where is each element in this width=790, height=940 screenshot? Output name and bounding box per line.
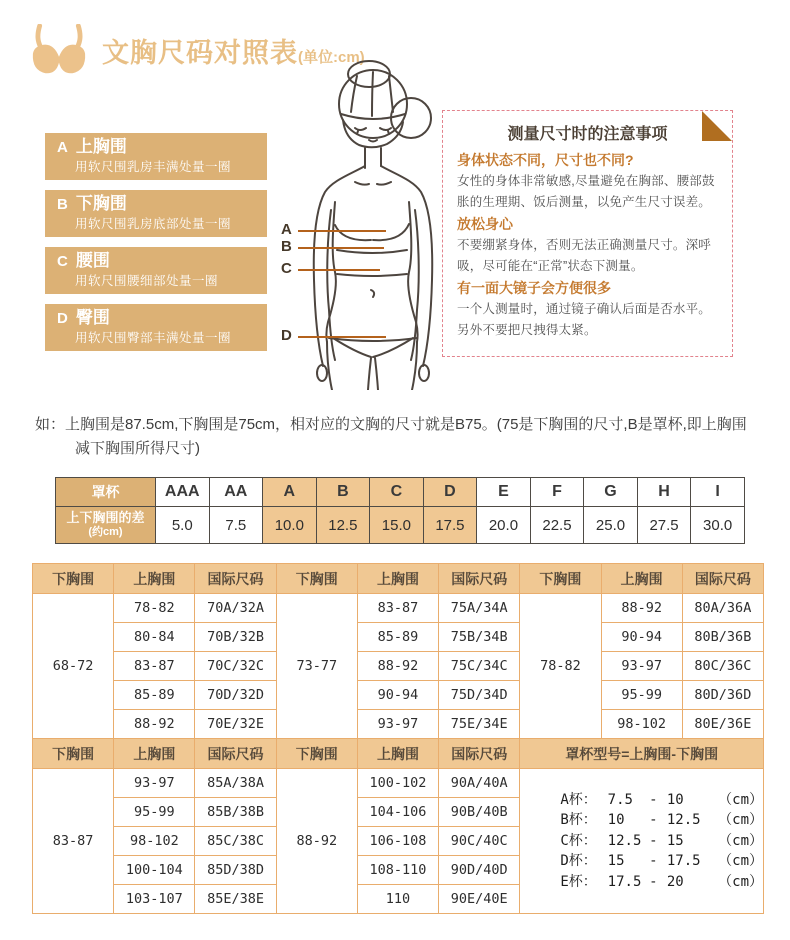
size-cell: 70B/32B (195, 623, 276, 652)
bra-icon (30, 24, 88, 76)
size-row (33, 769, 764, 798)
figure-marker-line-b (298, 247, 384, 249)
diff-cell: 17.5 (423, 507, 477, 544)
size-cell: 80D/36D (682, 681, 763, 710)
bust-cell: 93-97 (601, 652, 682, 681)
diff-cell: 12.5 (316, 507, 370, 544)
bust-cell: 110 (357, 885, 438, 914)
notes-title: 测量尺寸时的注意事项 (507, 126, 668, 143)
notes-heading: 有一面大镜子会方便很多 (457, 280, 611, 296)
bust-cell: 103-107 (114, 885, 195, 914)
bust-cell: 93-97 (357, 710, 438, 739)
measure-definitions (45, 133, 267, 361)
measuring-notes-panel (442, 110, 733, 357)
measure-desc: 用软尺围腰细部处量一圈 (75, 274, 219, 288)
col-header: 国际尺码 (439, 739, 520, 769)
size-chart-table (32, 563, 764, 914)
page-title-text: 文胸尺码对照表 (102, 38, 298, 68)
col-header: 上胸围 (114, 739, 195, 769)
size-row (33, 623, 764, 652)
size-row (33, 594, 764, 623)
cup-formula-row: D杯： 15 - 17.5 （cm） (560, 853, 763, 870)
cup-formula-list (520, 769, 764, 914)
measure-letter: C (57, 253, 68, 270)
size-cell: 85D/38D (195, 856, 276, 885)
bust-cell: 100-104 (114, 856, 195, 885)
cup-corner-header: 罩杯 (56, 478, 156, 507)
diff-cell: 30.0 (691, 507, 745, 544)
size-row (33, 652, 764, 681)
underbust-band: 83-87 (33, 769, 114, 914)
diff-label-line2: (约cm) (88, 526, 123, 538)
cup-cell: AAA (156, 478, 210, 507)
bust-cell: 88-92 (357, 652, 438, 681)
diff-cell: 7.5 (209, 507, 263, 544)
size-cell: 90B/40B (439, 798, 520, 827)
cup-cell: F (530, 478, 584, 507)
notes-body: 不要绷紧身体，否则无法正确测量尺寸。深呼吸，尽可能在“正常”状态下测量。 (457, 238, 712, 273)
measure-desc: 用软尺围乳房底部处量一圈 (75, 217, 232, 231)
col-header: 下胸围 (276, 564, 357, 594)
diff-cell: 25.0 (584, 507, 638, 544)
bust-cell: 85-89 (357, 623, 438, 652)
figure-marker-d: D (281, 327, 292, 344)
col-header: 国际尺码 (195, 564, 276, 594)
col-header: 下胸围 (520, 564, 601, 594)
size-cell: 75C/34C (439, 652, 520, 681)
cup-cell: A (263, 478, 317, 507)
col-header: 国际尺码 (195, 739, 276, 769)
size-row (33, 710, 764, 739)
bust-cell: 106-108 (357, 827, 438, 856)
cup-formula-row: E杯： 17.5 - 20 （cm） (560, 873, 763, 890)
bust-cell: 98-102 (601, 710, 682, 739)
measure-name: 腰围 (75, 251, 110, 270)
col-header: 下胸围 (33, 564, 114, 594)
cup-cell: B (316, 478, 370, 507)
measure-desc: 用软尺围乳房丰满处量一圈 (75, 160, 232, 174)
cup-cell: I (691, 478, 745, 507)
body-figure-illustration (285, 60, 460, 390)
underbust-band: 68-72 (33, 594, 114, 739)
diff-cell: 5.0 (156, 507, 210, 544)
diff-cell: 22.5 (530, 507, 584, 544)
size-header-row (33, 739, 764, 769)
notes-heading: 身体状态不同，尺寸也不同? (457, 152, 634, 168)
diff-label-line1: 上下胸围的差 (66, 510, 145, 525)
example-line-1: 如：上胸围是87.5cm,下胸围是75cm，相对应的文胸的尺寸就是B75。(75是下胸围的尺寸,B是罩杯,即上胸围 (35, 416, 747, 433)
size-cell: 70E/32E (195, 710, 276, 739)
figure-marker-line-c (298, 269, 380, 271)
notes-body: 女性的身体非常敏感,尽量避免在胸部、腰部鼓胀的生理期、饭后测量，以免产生尺寸误差。 (457, 174, 715, 209)
bust-cell: 100-102 (357, 769, 438, 798)
notes-body: 一个人测量时，通过镜子确认后面是否水平。另外不要把尺拽得太紧。 (457, 302, 712, 337)
measure-block-c (45, 247, 267, 294)
diff-corner-header (56, 507, 156, 544)
figure-marker-line-a (298, 230, 386, 232)
measure-letter: A (57, 139, 68, 156)
sizing-example-text (35, 413, 765, 461)
bust-cell: 98-102 (114, 827, 195, 856)
figure-marker-c: C (281, 260, 292, 277)
col-header: 下胸围 (276, 739, 357, 769)
diff-row (56, 507, 745, 544)
example-line-2: 减下胸围所得尺寸) (75, 440, 200, 457)
cup-cell: C (370, 478, 424, 507)
col-header: 国际尺码 (439, 564, 520, 594)
bust-cell: 88-92 (114, 710, 195, 739)
size-cell: 90E/40E (439, 885, 520, 914)
cup-row (56, 478, 745, 507)
figure-marker-a: A (281, 221, 292, 238)
size-header-row (33, 564, 764, 594)
measure-name: 下胸围 (75, 194, 127, 213)
measure-name: 上胸围 (75, 137, 127, 156)
cup-cell: D (423, 478, 477, 507)
cup-formula-header: 罩杯型号=上胸围-下胸围 (520, 739, 764, 769)
size-cell: 70D/32D (195, 681, 276, 710)
bust-cell: 85-89 (114, 681, 195, 710)
size-row (33, 681, 764, 710)
size-cell: 80A/36A (682, 594, 763, 623)
measure-letter: B (57, 196, 68, 213)
bust-cell: 88-92 (601, 594, 682, 623)
bust-cell: 95-99 (601, 681, 682, 710)
diff-cell: 15.0 (370, 507, 424, 544)
size-cell: 70C/32C (195, 652, 276, 681)
col-header: 下胸围 (33, 739, 114, 769)
size-cell: 75E/34E (439, 710, 520, 739)
bust-cell: 108-110 (357, 856, 438, 885)
cup-cell: H (637, 478, 691, 507)
cup-cell: G (584, 478, 638, 507)
measure-desc: 用软尺围臀部丰满处量一圈 (75, 331, 232, 345)
size-cell: 90C/40C (439, 827, 520, 856)
size-cell: 70A/32A (195, 594, 276, 623)
diff-cell: 20.0 (477, 507, 531, 544)
size-cell: 85A/38A (195, 769, 276, 798)
bust-cell: 80-84 (114, 623, 195, 652)
cup-formula-row: A杯： 7.5 - 10 （cm） (560, 791, 763, 808)
size-cell: 80C/36C (682, 652, 763, 681)
underbust-band: 88-92 (276, 769, 357, 914)
cup-formula-row: B杯： 10 - 12.5 （cm） (560, 812, 763, 829)
bust-cell: 83-87 (357, 594, 438, 623)
notes-heading: 放松身心 (457, 216, 513, 232)
size-cell: 85C/38C (195, 827, 276, 856)
bust-cell: 78-82 (114, 594, 195, 623)
measure-block-a (45, 133, 267, 180)
cup-formula-row: C杯： 12.5 - 15 （cm） (560, 832, 763, 849)
bust-cell: 90-94 (601, 623, 682, 652)
diff-cell: 27.5 (637, 507, 691, 544)
bust-cell: 104-106 (357, 798, 438, 827)
underbust-band: 73-77 (276, 594, 357, 739)
size-cell: 80E/36E (682, 710, 763, 739)
diff-cell: 10.0 (263, 507, 317, 544)
size-cell: 85E/38E (195, 885, 276, 914)
size-cell: 85B/38B (195, 798, 276, 827)
page-title-unit: (单位:cm) (298, 49, 365, 66)
measure-block-d (45, 304, 267, 351)
size-cell: 75B/34B (439, 623, 520, 652)
bust-cell: 83-87 (114, 652, 195, 681)
measure-block-b (45, 190, 267, 237)
col-header: 上胸围 (114, 564, 195, 594)
figure-marker-line-d (298, 336, 386, 338)
cup-cell: E (477, 478, 531, 507)
size-cell: 90A/40A (439, 769, 520, 798)
col-header: 上胸围 (601, 564, 682, 594)
bust-cell: 95-99 (114, 798, 195, 827)
col-header: 国际尺码 (682, 564, 763, 594)
measure-letter: D (57, 310, 68, 327)
size-cell: 90D/40D (439, 856, 520, 885)
size-cell: 75A/34A (439, 594, 520, 623)
col-header: 上胸围 (357, 739, 438, 769)
figure-marker-b: B (281, 238, 292, 255)
col-header: 上胸围 (357, 564, 438, 594)
folded-corner-decoration (702, 111, 732, 141)
bust-cell: 90-94 (357, 681, 438, 710)
cup-cell: AA (209, 478, 263, 507)
bust-cell: 93-97 (114, 769, 195, 798)
underbust-band: 78-82 (520, 594, 601, 739)
measure-name: 臀围 (75, 308, 110, 327)
size-cell: 75D/34D (439, 681, 520, 710)
size-cell: 80B/36B (682, 623, 763, 652)
cup-difference-table (55, 477, 745, 544)
